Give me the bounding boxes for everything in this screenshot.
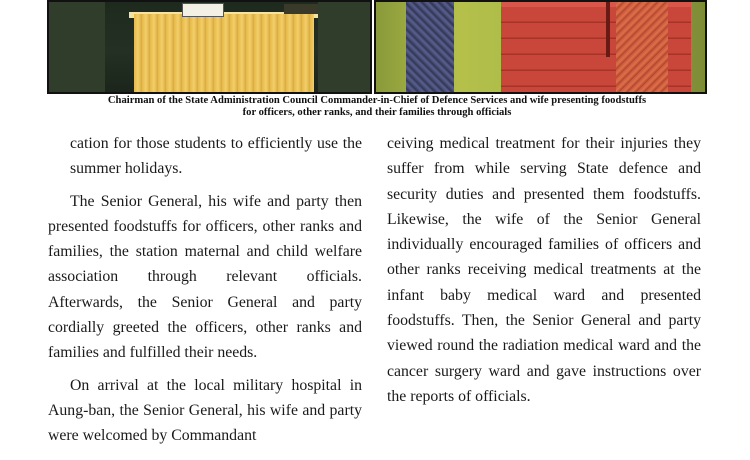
officer-figure-right [318,2,372,94]
photo-stage-presentation [374,0,707,94]
photo-caption [47,95,707,118]
caption-line-1: Chairman of the State Administration Council Commander-in-Chief of Defence Services and wife presenting foodstuffs [107,95,647,106]
paragraph: On arrival at the local military hospital in Aung-ban, the Senior General, his wife and party were welcomed by Commandant [48,376,362,445]
table-plaque [182,3,224,17]
paragraph-continued: cation for those students to efficiently use the summer holidays. [70,135,362,178]
table-item [284,4,320,14]
caption-line-2: for officers, other ranks, and their families through officials [242,106,512,118]
stage-rail [606,2,610,57]
article-column-right [387,131,701,409]
person-figure-patterned [406,2,454,94]
article-column-left [48,131,362,449]
paragraph: The Senior General, his wife and party then presented foodstuffs for officers, other ranks and families, the station maternal and child welfare association through relevant officials. Afterwards, the Senior General and party cordially greeted the officers, other ranks and families and fulfilled their needs. [48,192,362,362]
photo-presentation-ceremony [47,0,372,94]
person-figure-red [616,2,668,94]
paragraph-continued: ceiving medical treatment for their injuries they suffer from while serving State defence and security duties and presented them foodstuffs. Likewise, the wife of the Senior General individually encouraged families of officers and other ranks receiving medical treatments at the infant baby medical ward and presented foodstuffs. Then, the Senior General and party viewed round the radiation medical ward and the cancer surgery ward and gave instructions over the reports of officials. [387,135,701,405]
officer-figure-left [49,2,105,94]
draped-table [134,14,314,94]
